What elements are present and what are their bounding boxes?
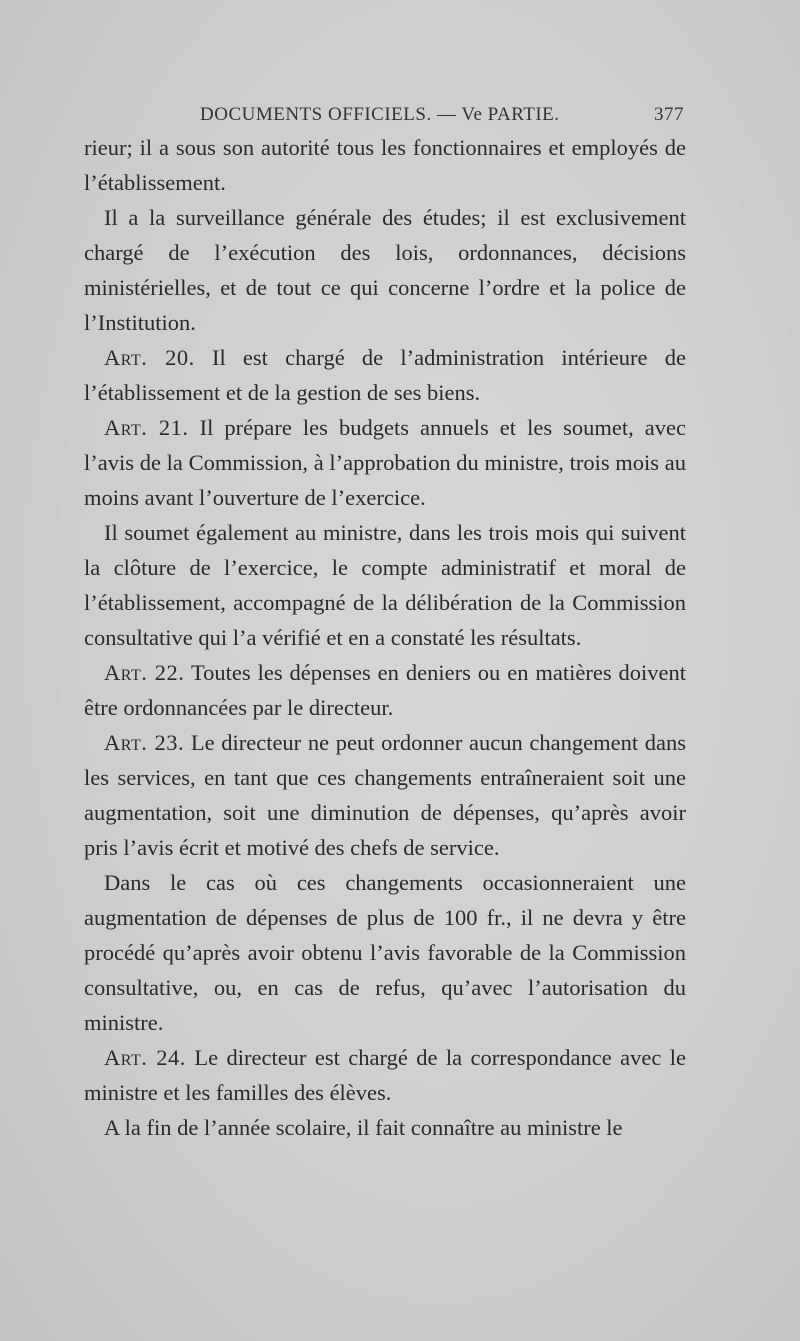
page-number: 377 xyxy=(654,104,684,125)
paragraph-4 xyxy=(84,515,686,655)
article-label: Art. 23. xyxy=(104,730,185,755)
article-22 xyxy=(84,655,686,725)
article-label: Art. 22. xyxy=(104,660,185,685)
paragraph-9 xyxy=(84,1110,686,1145)
paragraph-text: Le directeur est chargé de la correspondance avec le ministre et les familles des élèves. xyxy=(84,1045,686,1105)
paragraph-0 xyxy=(84,130,686,200)
article-20 xyxy=(84,340,686,410)
paragraph-text: A la fin de l’année scolaire, il fait connaître au ministre le xyxy=(104,1115,623,1140)
paragraph-text: Dans le cas où ces changements occasionneraient une augmentation de dépenses de plus de 100 fr., il ne devra y être procédé qu’après avoir obtenu l’avis favorable de la Commission consultative, ou, en cas de refus, qu’avec l’autorisation du ministre. xyxy=(84,870,686,1035)
article-label: Art. 21. xyxy=(104,415,189,440)
paragraph-1 xyxy=(84,200,686,340)
paragraph-text: Il est chargé de l’administration intérieure de l’établissement et de la gestion de ses biens. xyxy=(84,345,687,405)
paragraph-text: Le directeur ne peut ordonner aucun changement dans les services, en tant que ces changements entraîneraient soit une augmentation, soit une diminution de dépenses, qu’après avoir pris l’avis écrit et motivé des chefs de service. xyxy=(84,730,687,860)
paragraph-text: Toutes les dépenses en deniers ou en matières doivent être ordonnancées par le directeur. xyxy=(84,660,687,720)
article-label: Art. 20. xyxy=(104,345,195,370)
paragraph-text: Il prépare les budgets annuels et les soumet, avec l’avis de la Commission, à l’approbation du ministre, trois mois au moins avant l’ouverture de l’exercice. xyxy=(84,415,687,510)
page-body xyxy=(84,130,686,1145)
paragraph-text: Il soumet également au ministre, dans les trois mois qui suivent la clôture de l’exercice, le compte administratif et moral de l’établissement, accompagné de la délibération de la Commission consultative qui l’a vérifié et en a constaté les résultats. xyxy=(84,520,686,650)
article-21 xyxy=(84,410,686,515)
article-23 xyxy=(84,725,686,865)
article-label: Art. 24. xyxy=(104,1045,186,1070)
running-title: DOCUMENTS OFFICIELS. — Ve PARTIE. xyxy=(200,104,560,125)
paragraph-7 xyxy=(84,865,686,1040)
paragraph-text: rieur; il a sous son autorité tous les fonctionnaires et employés de l’établissement. xyxy=(84,135,686,195)
paragraph-text: Il a la surveillance générale des études; il est exclusivement chargé de l’exécution des lois, ordonnances, décisions ministérielles, et de tout ce qui concerne l’ordre et la police de l’Institution. xyxy=(84,205,686,335)
article-24 xyxy=(84,1040,686,1110)
